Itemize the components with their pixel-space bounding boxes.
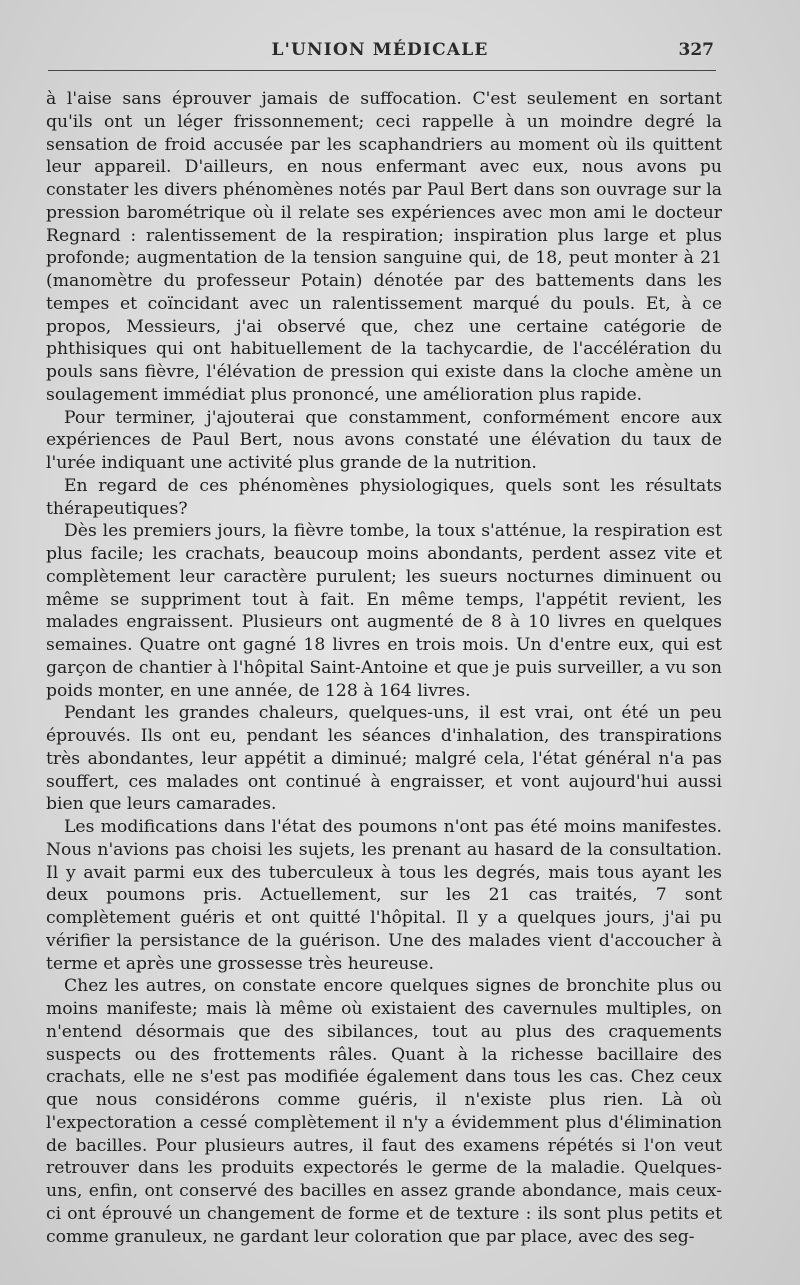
paragraph-7: Chez les autres, on constate encore quelques signes de bronchite plus ou moins manifeste; mais là même où existaient des cavernules multiples, on n'entend désormais que des sibilances, tout au plus des craquements suspects ou des frottements râles. Quant à la richesse bacillaire des crachats, elle ne s'est pas modifiée également dans tous les cas. Chez ceux que nous considérons comme guéris, il n'existe plus rien. Là où l'expectoration a cessé complètement il n'y a évidemment plus d'élimination de bacilles. Pour plusieurs autres, il faut des examens répétés si l'on veut retrouver dans les produits expectorés le germe de la maladie. Quelques-uns, enfin, ont conservé des bacilles en assez grande abondance, mais ceux-ci ont éprouvé un changement de forme et de texture : ils sont plus petits et comme granuleux, ne gardant leur coloration que par place, avec des seg- <box>46 976 722 1247</box>
header-rule <box>48 70 716 71</box>
running-title: L'UNION MÉDICALE <box>271 40 489 60</box>
paragraph-5: Pendant les grandes chaleurs, quelques-uns, il est vrai, ont été un peu éprouvés. Ils ont eu, pendant les séances d'inhalation, des transpirations très abondantes, leur appétit a diminué; malgré cela, l'état général n'a pas souffert, ces malades ont continué à engraisser, et vont aujourd'hui aussi bien que leurs camarades. <box>46 703 722 815</box>
paragraph-6: Les modifications dans l'état des poumons n'ont pas été moins manifestes. Nous n'avions pas choisi les sujets, les prenant au hasard de la consultation. Il y avait parmi eux des tuberculeux à tous les degrés, mais tous ayant les deux poumons pris. Actuellement, sur les 21 cas traités, 7 sont complètement guéris et ont quitté l'hôpital. Il y a quelques jours, j'ai pu vérifier la persistance de la guérison. Une des malades vient d'accoucher à terme et après une grossesse très heureuse. <box>46 817 722 974</box>
page-number: 327 <box>678 40 714 60</box>
body-text <box>46 88 722 1248</box>
paragraph-4: Dès les premiers jours, la fièvre tombe, la toux s'atténue, la respiration est plus facile; les crachats, beaucoup moins abondants, perdent assez vite et complètement leur caractère purulent; les sueurs nocturnes diminuent ou même se suppriment tout à fait. En même temps, l'appétit revient, les malades engraissent. Plusieurs ont augmenté de 8 à 10 livres en quelques semaines. Quatre ont gagné 18 livres en trois mois. Un d'entre eux, qui est garçon de chantier à l'hôpital Saint-Antoine et que je puis surveiller, a vu son poids monter, en une année, de 128 à 164 livres. <box>46 521 722 701</box>
running-head <box>46 40 714 66</box>
paragraph-2: Pour terminer, j'ajouterai que constamment, conformément encore aux expériences de Paul Bert, nous avons constaté une élévation du taux de l'urée indiquant une activité plus grande de la nutrition. <box>46 407 722 473</box>
paragraph-1: à l'aise sans éprouver jamais de suffocation. C'est seulement en sortant qu'ils ont un léger frissonnement; ceci rappelle à un moindre degré la sensation de froid accusée par les scaphandriers au moment où ils quittent leur appareil. D'ailleurs, en nous enfermant avec eux, nous avons pu constater les divers phénomènes notés par Paul Bert dans son ouvrage sur la pression barométrique où il relate ses expériences avec mon ami le docteur Regnard : ralentissement de la respiration; inspiration plus large et plus profonde; augmentation de la tension sanguine qui, de 18, peut monter à 21 (manomètre du professeur Potain) dénotée par des battements dans les tempes et coïncidant avec un ralentissement marqué du pouls. Et, à ce propos, Messieurs, j'ai observé que, chez une certaine catégorie de phthisiques qui ont habituellement de la tachycardie, de l'accélération du pouls sans fièvre, l'élévation de pression qui existe dans la cloche amène un soulagement immédiat plus prononcé, une amélioration plus rapide. <box>46 89 722 405</box>
paragraph-3: En regard de ces phénomènes physiologiques, quels sont les résultats thérapeutiques? <box>46 475 722 519</box>
